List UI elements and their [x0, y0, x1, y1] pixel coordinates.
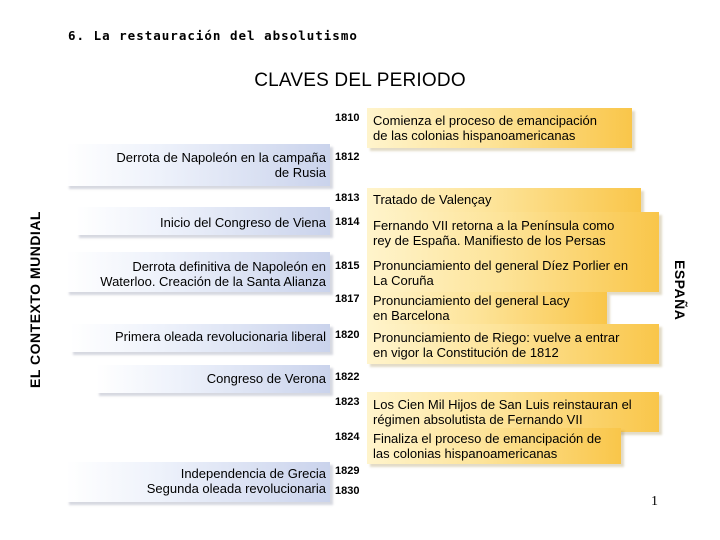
world-event-text: Derrota de Napoleón en la campaña de Rusia — [116, 150, 326, 180]
spain-label: ESPAÑA — [672, 259, 688, 321]
year-label: 1820 — [335, 329, 360, 341]
world-event-text: Primera oleada revolucionaria liberal — [115, 329, 326, 344]
year-label: 1830 — [335, 485, 360, 497]
year-label: 1812 — [335, 151, 360, 163]
world-event-text: Congreso de Verona — [206, 371, 326, 386]
spain-event-text: Los Cien Mil Hijos de San Luis reinstauran el régimen absolutista de Fernando VII — [373, 397, 632, 427]
spain-event-text: Pronunciamiento del general Lacy en Barcelona — [373, 293, 570, 323]
year-label: 1814 — [335, 216, 360, 228]
spain-event-text: Finaliza el proceso de emancipación de las colonias hispanoamericanas — [373, 431, 602, 461]
section-header: 6. La restauración del absolutismo — [68, 28, 358, 43]
spain-event-text: Pronunciamiento del general Díez Porlier en La Coruña — [373, 258, 629, 288]
year-label: 1815 — [335, 260, 360, 272]
year-label: 1824 — [335, 431, 360, 443]
year-label: 1823 — [335, 396, 360, 408]
slide-title: CLAVES DEL PERIODO — [254, 70, 466, 91]
year-label: 1829 — [335, 465, 360, 477]
spain-event-text: Comienza el proceso de emancipación de las colonias hispanoamericanas — [373, 113, 598, 143]
year-label: 1810 — [335, 112, 360, 124]
world-context-label: EL CONTEXTO MUNDIAL — [27, 211, 43, 389]
year-label: 1822 — [335, 371, 360, 383]
year-label: 1813 — [335, 192, 360, 204]
spain-event-text: Tratado de Valençay — [373, 192, 492, 207]
world-event-text: Inicio del Congreso de Viena — [160, 215, 326, 230]
world-event-text: Derrota definitiva de Napoleón en Waterloo. Creación de la Santa Alianza — [100, 259, 326, 289]
year-label: 1817 — [335, 293, 360, 305]
spain-event-text: Fernando VII retorna a la Península como rey de España. Manifiesto de los Persas — [373, 218, 615, 248]
world-event-text: Independencia de Grecia Segunda oleada revolucionaria — [146, 466, 326, 496]
page-number: 1 — [651, 494, 658, 509]
spain-event-text: Pronunciamiento de Riego: vuelve a entrar en vigor la Constitución de 1812 — [373, 330, 620, 360]
